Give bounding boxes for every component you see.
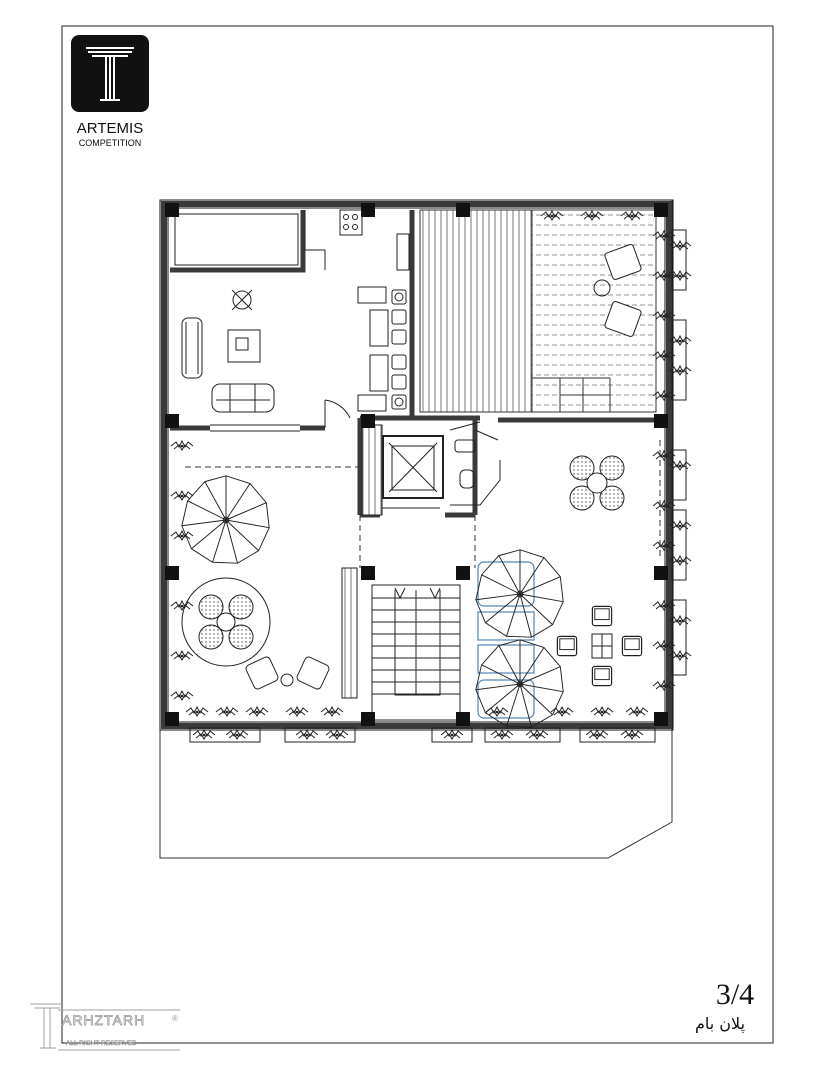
- artemis-logo: [71, 35, 149, 148]
- watermark-brand: ARHZTARH: [62, 1012, 146, 1028]
- left-terrace: [182, 476, 330, 690]
- lounge-room: [182, 290, 350, 428]
- plan-caption: پلان بام: [694, 1014, 746, 1033]
- right-terrace: [476, 456, 642, 727]
- logo-name: ARTEMIS: [76, 120, 144, 137]
- watermark-rights: ALL RIGHT RESERVED: [66, 1040, 137, 1047]
- logo-subtitle: COMPETITION: [78, 138, 142, 148]
- elevator: [380, 436, 443, 508]
- page-number: 3/4: [715, 978, 755, 1011]
- watermark-registered-mark: ®: [172, 1014, 178, 1023]
- kitchen: [340, 210, 409, 411]
- stairs: [342, 568, 460, 720]
